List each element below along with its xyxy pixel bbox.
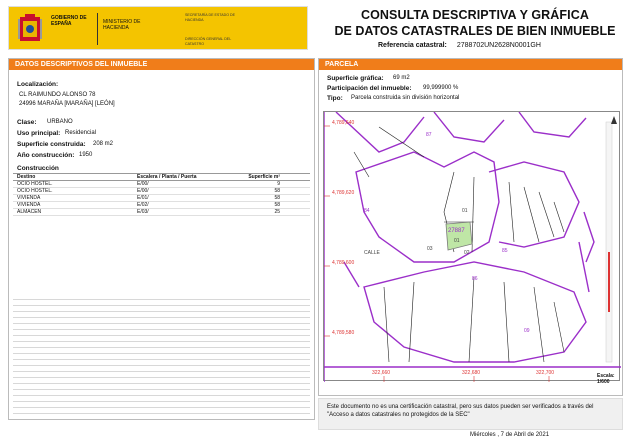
page-title-line2: DE DATOS CATASTRALES DE BIEN INMUEBLE (334, 24, 616, 38)
cell-escalera: E/00/ (133, 181, 233, 188)
cell-destino: OCIO HOSTEL. (13, 188, 133, 195)
empty-grid-area (13, 294, 310, 414)
address-line1: CL RAIMUNDO ALONSO 78 (19, 92, 96, 98)
coord-y3: 4,789,600 (332, 260, 355, 266)
cell-superficie: 9 (233, 181, 310, 188)
table-row (13, 202, 310, 209)
coord-x2: 322,680 (462, 370, 481, 376)
cell-superficie: 58 (233, 202, 310, 209)
coord-x3: 322,700 (536, 370, 555, 376)
cadastral-map[interactable] (323, 111, 620, 381)
anio-value: 1950 (79, 152, 93, 158)
parcel-id-label: 27887 (448, 228, 465, 234)
boundaries (324, 112, 621, 382)
table-row (13, 209, 310, 216)
label-09: 09 (524, 328, 530, 334)
construccion-label: Construcción (17, 165, 59, 172)
participacion-value: 99,999900 % (423, 85, 459, 91)
ministerio-label: MINISTERIO DE HACIENDA (103, 19, 141, 31)
cell-superficie: 58 (233, 188, 310, 195)
table-row (13, 188, 310, 195)
cell-escalera: E/00/ (133, 188, 233, 195)
cell-escalera: E/02/ (133, 202, 233, 209)
coord-y4: 4,789,580 (332, 330, 355, 336)
escala (597, 373, 615, 385)
superficie-label: Superficie construida: (17, 141, 86, 148)
label-01a: 01 (462, 208, 468, 214)
ref-label: Referencia catastral: (378, 42, 447, 49)
government-logo (8, 6, 308, 50)
uso-value: Residencial (65, 130, 97, 136)
table-row (13, 181, 310, 188)
label-84: 84 (364, 208, 370, 214)
page-header (0, 0, 630, 56)
disclaimer-note: Este documento no es una certificación catastral, pero sus datos pueden ser verificados a través del "Acceso a datos catastrales no protegidos de la SEC" (318, 398, 623, 430)
label-86: 86 (472, 276, 478, 282)
escala-value: 1/600 (597, 379, 610, 385)
sup-grafica-value: 69 m2 (393, 75, 410, 81)
map-canvas (324, 112, 621, 382)
referencia-catastral (378, 42, 541, 49)
coord-labels (332, 120, 554, 376)
parcela-panel-title: PARCELA (319, 59, 622, 70)
cell-escalera: E/03/ (133, 209, 233, 216)
ref-value: 2788702UN2628N0001GH (456, 42, 541, 49)
anio-label: Año construcción: (17, 152, 75, 159)
col-escalera: Escalera / Planta / Puerta (133, 174, 233, 181)
coord-y2: 4,789,620 (332, 190, 355, 196)
table-row (13, 195, 310, 202)
col-superficie: Superficie m² (233, 174, 310, 181)
direccion-label: DIRECCIÓN GENERAL DEL CATASTRO (185, 37, 232, 46)
inmueble-panel (8, 58, 315, 420)
label-02: 02 (464, 250, 470, 256)
table-header-row (13, 174, 310, 181)
coat-of-arms-icon (17, 13, 43, 45)
label-03: 03 (427, 246, 433, 252)
col-destino: Destino (13, 174, 133, 181)
parcela-panel (318, 58, 623, 396)
inmueble-panel-title: DATOS DESCRIPTIVOS DEL INMUEBLE (9, 59, 314, 70)
cell-superficie: 58 (233, 195, 310, 202)
clase-value: URBANO (47, 119, 73, 125)
label-85: 85 (502, 248, 508, 254)
label-87: 87 (426, 132, 432, 138)
sup-grafica-label: Superficie gráfica: (327, 75, 384, 82)
clase-label: Clase: (17, 119, 37, 126)
cell-destino: VIVIENDA (13, 195, 133, 202)
cell-destino: VIVIENDA (13, 202, 133, 209)
tipo-label: Tipo: (327, 95, 343, 102)
north-arrow-icon (611, 116, 617, 124)
label-01b: 01 (454, 238, 460, 244)
coord-x1: 322,660 (372, 370, 391, 376)
secretaria-label: SECRETARÍA DE ESTADO DE HACIENDA (185, 13, 235, 22)
escala-label: Escala: (597, 373, 615, 379)
parcel-highlight[interactable] (446, 222, 472, 250)
page-title-line1: CONSULTA DESCRIPTIVA Y GRÁFICA (360, 8, 589, 22)
logo-divider (97, 13, 98, 45)
map-sidebar (606, 122, 612, 362)
participacion-label: Participación del inmueble: (327, 85, 412, 92)
construccion-table (13, 173, 310, 216)
cell-destino: OCIO HOSTEL. (13, 181, 133, 188)
gobierno-label: GOBIERNO DE ESPAÑA (51, 15, 87, 27)
localizacion-label: Localización: (17, 81, 59, 88)
address-line2: 24996 MARAÑA [MARAÑA] [LEÓN] (19, 101, 115, 107)
cell-escalera: E/01/ (133, 195, 233, 202)
uso-label: Uso principal: (17, 130, 61, 137)
cell-superficie: 25 (233, 209, 310, 216)
document-date: Miércoles , 7 de Abril de 2021 (470, 432, 550, 438)
superficie-value: 208 m2 (93, 141, 114, 147)
tipo-value: Parcela construida sin división horizontal (351, 95, 460, 101)
street-label: CALLE (364, 250, 380, 256)
cell-destino: ALMACEN (13, 209, 133, 216)
coord-y1: 4,789,640 (332, 120, 355, 126)
